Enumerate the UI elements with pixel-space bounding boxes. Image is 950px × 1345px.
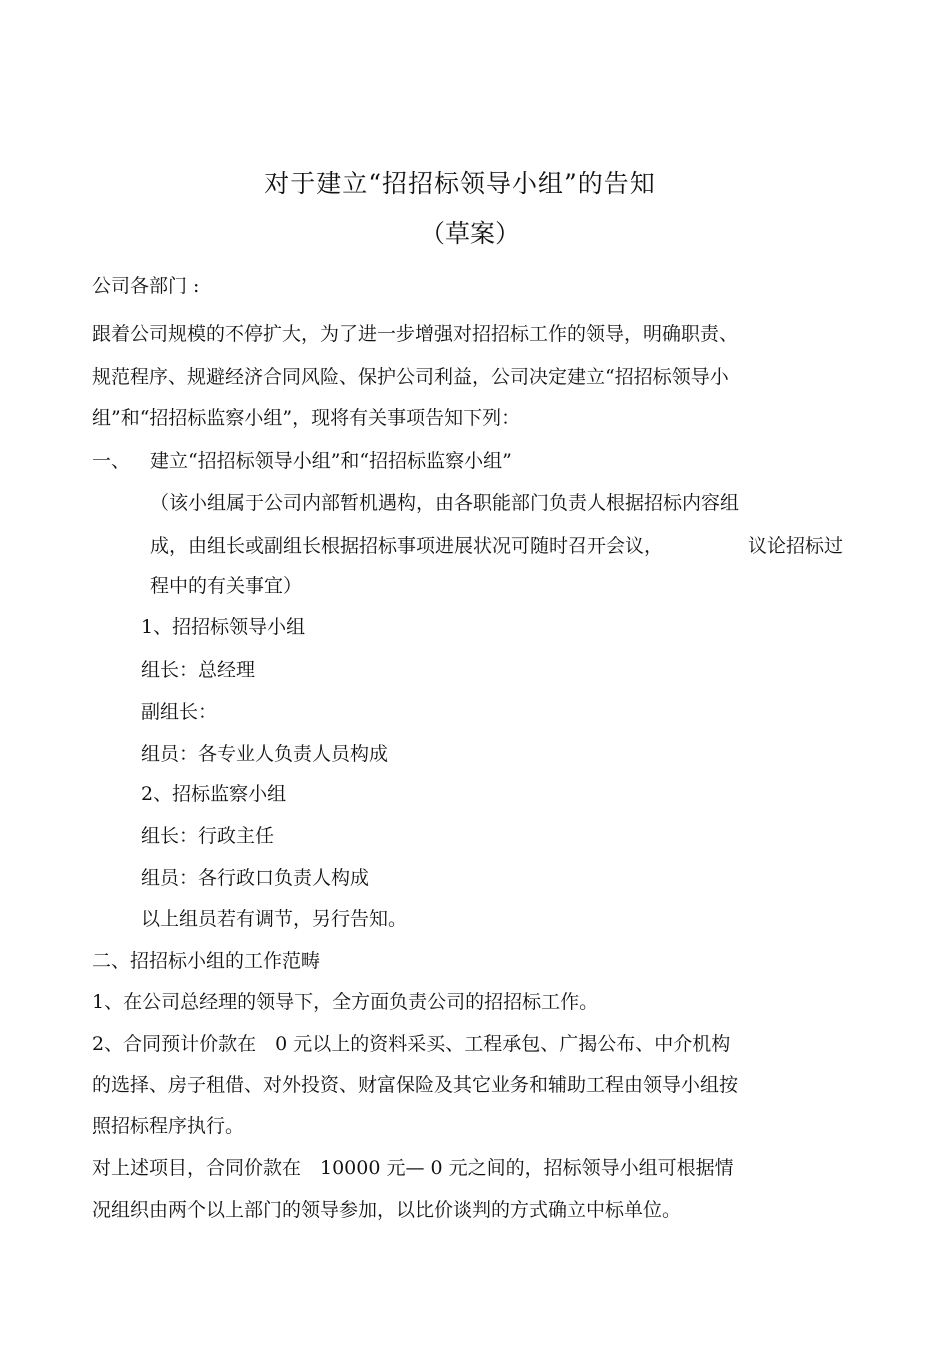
section1-number: 一、 [92,450,131,472]
section1-note-line: 程中的有关事宜） [150,575,303,597]
section2-paragraph-line: 对上述项目，合同价款在 10000 元— 0 元之间的，招标领导小组可根据情 [92,1157,734,1179]
group-member-line: 组长：行政主任 [141,825,275,847]
intro-line: 跟着公司规模的不停扩大，为了进一步增强对招招标工作的领导，明确职责、 [92,323,739,345]
section1-heading: 建立“招招标领导小组”和“招招标监察小组” [150,450,512,472]
salutation: 公司各部门 : [92,275,200,297]
section2-paragraph-line: 的选择、房子租借、对外投资、财富保险及其它业务和辅助工程由领导小组按 [92,1074,739,1096]
group-member-line: 组长：总经理 [141,659,256,681]
intro-line: 组”和“招招标监察小组”，现将有关事项告知下列： [92,407,521,429]
section1-note-line: （该小组属于公司内部暂机遇构，由各职能部门负责人根据招标内容组 [150,492,740,514]
section2-paragraph-line: 2、合同预计价款在 0 元以上的资料采买、工程承包、广揭公布、中介机构 [92,1033,731,1055]
group-heading: 2、招标监察小组 [141,783,287,805]
section2-paragraph-line: 况组织由两个以上部门的领导参加，以比价谈判的方式确立中标单位。 [92,1199,682,1221]
document-subtitle: （草案） [419,219,520,248]
group-member-line: 组员：各行政口负责人构成 [141,867,370,889]
group-heading: 1、招招标领导小组 [141,616,306,638]
adjustment-note: 以上组员若有调节，另行告知。 [141,908,408,930]
group-member-line: 副组长： [141,701,218,723]
section2-paragraph-line: 照招标程序执行。 [92,1115,245,1137]
document-title: 对于建立“招招标领导小组”的告知 [264,169,656,198]
intro-line: 规范程序、规避经济合同风险、保护公司利益，公司决定建立“招招标领导小 [92,366,729,388]
section1-note-line: 成，由组长或副组长根据招标事项进展状况可随时召开会议， [150,535,664,557]
section2-heading: 二、招招标小组的工作范畴 [92,950,321,972]
group-member-line: 组员：各专业人负责人员构成 [141,743,389,765]
section2-paragraph-line: 1、在公司总经理的领导下，全方面负责公司的招招标工作。 [92,991,599,1013]
section1-note-line: 议论招标过 [748,535,844,557]
